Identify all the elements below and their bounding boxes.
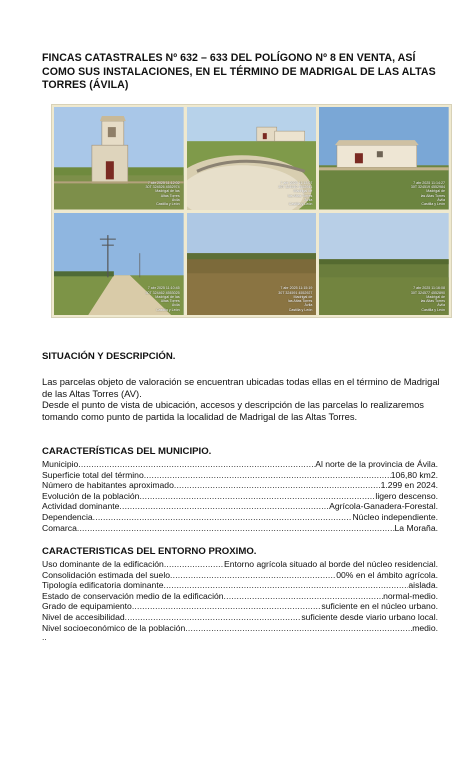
photo-dirt-road-pylon: [54, 213, 184, 316]
photo-water-reservoir: [187, 107, 317, 210]
situacion-paragraph-1: Las parcelas objeto de valoración se encuentran ubicadas todas ellas en el término de Madrigal de las Altas Torres (AV).: [42, 376, 440, 399]
list-item: Superficie total del término ..... 106,80 km2.: [42, 470, 438, 481]
photo-transformer-tower: [54, 107, 184, 210]
municipio-list: [42, 459, 438, 533]
entorno-heading: CARACTERISTICAS DEL ENTORNO PROXIMO.: [42, 546, 257, 557]
photo-stamp: 7 abr 2025 11:13:07 30T 324540 4552941 Madrigal de las Altas Torres Ávila Castilla y León: [278, 180, 313, 207]
photo-stamp: 7 abr 2025 11:14:27 30T 324519 4552984 Madrigal de las Altas Torres Ávila Castilla y León: [410, 180, 445, 207]
list-item: Municipio ..... Al norte de la provincia de Ávila.: [42, 459, 438, 470]
list-item: Tipología edificatoria dominante ..... aislada.: [42, 580, 438, 591]
photo-stamp: 7 abr 2025 11:15:19 30T 324591 4552927 Madrigal de las Altas Torres Ávila Castilla y León: [278, 286, 313, 312]
list-item: Número de habitantes aproximado ..... 1.299 en 2024.: [42, 480, 438, 491]
photo-farm-building: [319, 107, 449, 210]
situacion-body: [42, 376, 442, 422]
document-title: FINCAS CATASTRALES Nº 632 – 633 DEL POLÍGONO Nº 8 EN VENTA, ASÍ COMO SUS INSTALACIONES, EN EL TÉRMINO DE MADRIGAL DE LAS ALTAS TORRES (ÁVILA): [42, 52, 436, 91]
photo-field-two: [319, 213, 449, 316]
photo-stamp: 7 abr 2025 11:16:08 30T 324577 4552890 Madrigal de las Altas Torres Ávila Castilla y León: [410, 286, 445, 312]
trailing-dots: ..: [42, 632, 47, 642]
list-item: Grado de equipamiento ..... suficiente en el núcleo urbano.: [42, 601, 438, 612]
list-item: Consolidación estimada del suelo ..... 00% en el ámbito agrícola.: [42, 570, 438, 581]
photo-grid: [51, 104, 452, 318]
list-item: Nivel de accesibilidad ..... suficiente desde viario urbano local.: [42, 612, 438, 623]
situacion-paragraph-2: Desde el punto de vista de ubicación, accesos y descripción de las parcelas lo realizaremos tomando como punto de partida la localidad de Madrigal de las Altas Torres.: [42, 399, 424, 422]
list-item: Estado de conservación medio de la edificación ..... normal-medio.: [42, 591, 438, 602]
photo-stamp: 7 abr 2025 11:12:02 30T 324526 4552974 Madrigal de las Altas Torres Ávila Castilla y León: [145, 180, 180, 207]
municipio-heading: CARACTERÍSTICAS DEL MUNICIPIO.: [42, 446, 212, 457]
list-item: Nivel socioeconómico de la población ..... medio.: [42, 623, 438, 634]
photo-field-one: [187, 213, 317, 316]
list-item: Comarca ..... La Moraña.: [42, 523, 438, 534]
list-item: Actividad dominante ..... Agrícola-Ganadera-Forestal.: [42, 501, 438, 512]
situacion-heading: SITUACIÓN Y DESCRIPCIÓN.: [42, 351, 176, 362]
list-item: Uso dominante de la edificación ..... Entorno agrícola situado al borde del núcleo residencial.: [42, 559, 438, 570]
entorno-list: [42, 559, 438, 633]
photo-stamp: 7 abr 2025 11:10:45 30T 324462 4553025 Madrigal de las Altas Torres Ávila Castilla y León: [145, 286, 180, 312]
list-item: Evolución de la población ..... ligero descenso.: [42, 491, 438, 502]
list-item: Dependencia ..... Núcleo independiente.: [42, 512, 438, 523]
